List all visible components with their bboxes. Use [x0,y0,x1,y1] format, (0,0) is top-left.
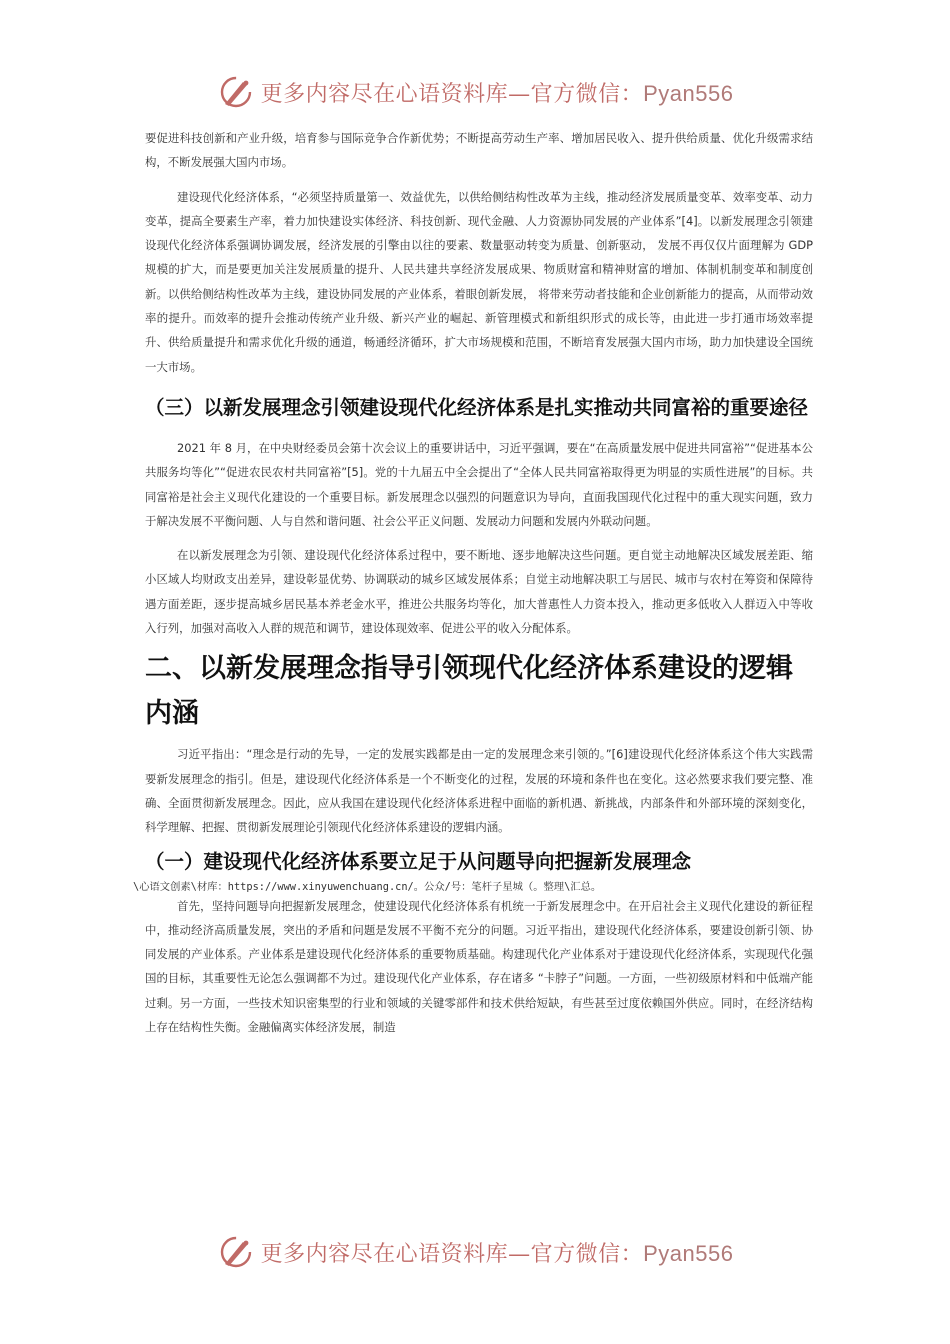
subsection-heading: （一）建设现代化经济体系要立足于从问题导向把握新发展理念 [145,849,692,873]
paragraph: 要促进科技创新和产业升级，培育参与国际竞争合作新优势；不断提高劳动生产率、增加居民收入、提升供给质量、优化升级需求结构，不断发展强大国内市场。 [145,131,813,170]
brand-logo-icon [217,1234,257,1270]
header-banner [0,72,950,112]
paragraph: 习近平指出：“理念是行动的先导，一定的发展实践都是由一定的发展理念来引领的。”[6]建设现代化经济体系这个伟大实践需要新发展理念的指引。但是，建设现代化经济体系是一个不断变化的过程，发展的环境和条件也在变化。这必然要求我们要完整、准确、全面贯彻新发展理念。因此，应从我国在建设现代化经济体系进程中面临的新机遇、新挑战，内部条件和外部环境的深刻变化，科学理解、把握、贯彻新发展理论引领现代化经济体系建设的逻辑内涵。 [145,747,813,835]
paragraph: 2021 年 8 月，在中央财经委员会第十次会议上的重要讲话中，习近平强调，要在“在高质量发展中促进共同富裕”“促进基本公共服务均等化”“促进农民农村共同富裕”[5]。党的十九届五中全会提出了“全体人民共同富裕取得更为明显的实质性进展”的目标。共同富裕是社会主义现代化建设的一个重要目标。新发展理念以强烈的问题意识为导向，直面我国现代化过程中的重大现实问题，致力于解决发展不平衡问题、人与自然和谐问题、社会公平正义问题、发展动力问题和发展内外联动问题。 [145,440,813,528]
footer-banner-text: 更多内容尽在心语资料库—官方微信：Pyan556 [260,1240,734,1267]
paragraph: 建设现代化经济体系，“必须坚持质量第一、效益优先，以供给侧结构性改革为主线，推动经济发展质量变革、效率变革、动力变革，提高全要素生产率，着力加快建设实体经济、科技创新、现代金融、人力资源协同发展的产业体系”[4]。以新发展理念引领建设现代化经济体系强调协调发展，经济发展的引擎由以往的要素、数量驱动转变为质量、创新驱动， 发展不再仅仅片面理解为 GDP 规模的扩大，而是要更加关注发展质量的提升、人民共建共享经济发展成果、物质财富和精神财富的增加、体制机制变革和制度创新。以供给侧结构性改革为主线，建设协同发展的产业体系，着眼创新发展， 将带来劳动者技能和企业创新能力的提高，从而带动效率的提升。而效率的提升会推动传统产业升级、新兴产业的崛起、新管理模式和新组织形式的成长等，由此进一步打通市场效率提升、供给质量提升和需求优化升级的通道，畅通经济循环，扩大市场规模和范围，不断培育发展强大国内市场，助力加快建设全国统一大市场。 [145,189,813,374]
header-banner-text: 更多内容尽在心语资料库—官方微信：Pyan556 [260,80,734,107]
brand-logo-icon [217,74,257,110]
paragraph: 首先，坚持问题导向把握新发展理念，使建设现代化经济体系有机统一于新发展理念中。在开启社会主义现代化建设的新征程中，推动经济高质量发展，突出的矛盾和问题是发展不平衡不充分的问题。习近平指出，建设现代化经济体系，要建设创新引领、协同发展的产业体系。产业体系是建设现代化经济体系的重要物质基础。构建现代化产业体系对于建设现代化经济体系，实现现代化强国的目标，其重要性无论怎么强调都不为过。建设现代化产业体系，存在诸多 “卡脖子”问题。一方面，一些初级原材料和中低端产能过剩。另一方面，一些技术知识密集型的行业和领域的关键零部件和技术供给短缺，有些甚至过度依赖国外供应。同时，在经济结构上存在结构性失衡。金融偏离实体经济发展，制造 [145,898,813,1035]
header-wechat-id: Pyan556 [643,80,734,106]
footer-banner [0,1232,950,1272]
paragraph: 在以新发展理念为引领、建设现代化经济体系过程中，要不断地、逐步地解决这些问题。更自觉主动地解决区域发展差距、缩小区域人均财政支出差异，建设彰显优势、协调联动的城乡区域发展体系；自觉主动地解决职工与居民、城市与农村在筹资和保障待遇方面差距，逐步提高城乡居民基本养老金水平，推进公共服务均等化，加大普惠性人力资本投入，推动更多低收入人群迈入中等收入行列，加强对高收入人群的规范和调节，建设体现效率、促进公平的收入分配体系。 [145,548,813,636]
document-body [133,126,813,1039]
chapter-heading: 二、以新发展理念指导引领现代化经济体系建设的逻辑内涵 [145,653,793,730]
section-heading: （三）以新发展理念引领建设现代化经济体系是扎实推动共同富裕的重要途径 [145,395,809,419]
footer-wechat-id: Pyan556 [643,1240,734,1266]
watermark-line: \心语文创素\材库：https://www.xinyuwenchuang.cn/。公众/号：笔杆子星城（。整理\汇总。 [133,880,602,893]
